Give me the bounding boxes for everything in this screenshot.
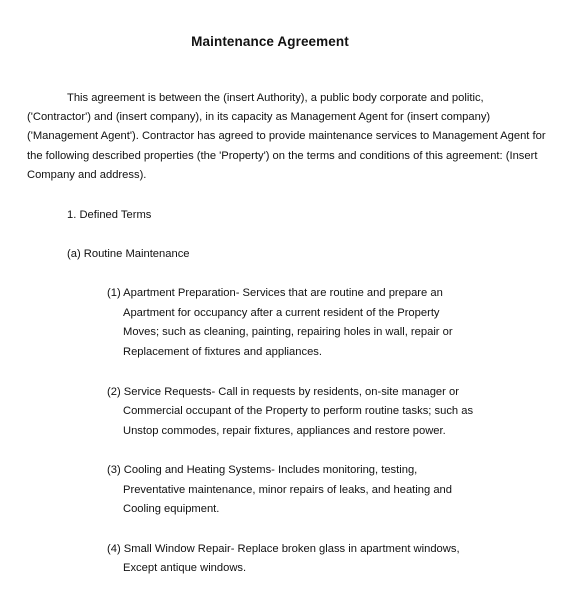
subsection-heading: (a) Routine Maintenance <box>67 248 190 260</box>
definition-line: Commercial occupant of the Property to perform routine tasks; such as <box>123 405 474 417</box>
definition-line: Cooling equipment. <box>123 503 220 515</box>
definition-line: (4) Small Window Repair- Replace broken glass in apartment windows, <box>107 543 460 555</box>
intro-line: This agreement is between the (insert Authority), a public body corporate and politic, <box>67 92 484 104</box>
definition-line: (2) Service Requests- Call in requests by residents, on-site manager or <box>107 386 459 398</box>
definition-line: Unstop commodes, repair fixtures, appliances and restore power. <box>123 425 446 437</box>
definition-line: Preventative maintenance, minor repairs of leaks, and heating and <box>123 484 452 496</box>
section-heading: 1. Defined Terms <box>67 209 152 221</box>
definition-line: Apartment for occupancy after a current resident of the Property <box>123 307 440 319</box>
intro-line: Company and address). <box>27 169 147 181</box>
document-title: Maintenance Agreement <box>191 34 349 49</box>
definition-line: (1) Apartment Preparation- Services that are routine and prepare an <box>107 287 443 299</box>
definition-line: Replacement of fixtures and appliances. <box>123 346 323 358</box>
intro-line: the following described properties (the 'Property') on the terms and conditions of this agreement: (Insert <box>27 150 538 162</box>
definition-line: (3) Cooling and Heating Systems- Includes monitoring, testing, <box>107 464 418 476</box>
definition-line: Moves; such as cleaning, painting, repairing holes in wall, repair or <box>123 326 453 338</box>
intro-line: ('Contractor') and (insert company), in its capacity as Management Agent for (insert company) <box>27 111 491 123</box>
definition-line: Except antique windows. <box>123 562 247 574</box>
intro-line: ('Management Agent'). Contractor has agreed to provide maintenance services to Management Agent for <box>27 130 546 142</box>
